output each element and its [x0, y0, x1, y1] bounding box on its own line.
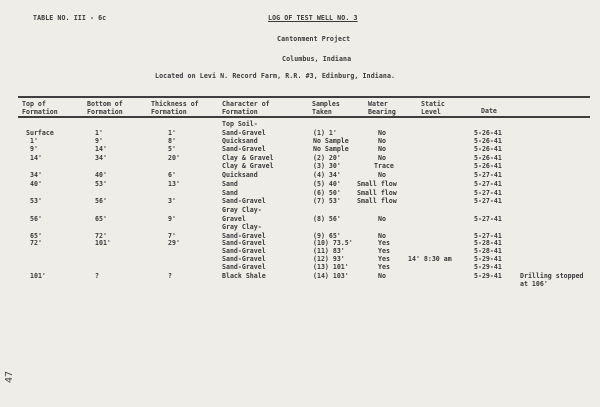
table-row [0, 207, 600, 215]
cell-samples: (1) 1' [313, 129, 337, 137]
table-row [0, 273, 600, 281]
cell-samples: (5) 40' [313, 180, 341, 188]
project-name: Cantonment Project [277, 35, 351, 43]
city-name: Columbus, Indiana [282, 55, 352, 63]
table-row [0, 240, 600, 248]
cell-samples: (14) 103' [313, 272, 349, 280]
cell-water: No [378, 171, 386, 179]
col-header-thickness: Thickness of Formation [151, 100, 199, 116]
cell-top: 14' [30, 154, 42, 162]
cell-top: 34' [30, 171, 42, 179]
cell-bottom: 65' [95, 215, 107, 223]
cell-thickness: 20' [168, 154, 180, 162]
cell-date: 5-28-41 [474, 239, 502, 247]
cell-static: 14' 8:30 am [408, 255, 452, 263]
cell-character: Sand-Gravel [222, 197, 266, 205]
cell-bottom: 72' [95, 232, 107, 240]
cell-water: No [378, 145, 386, 153]
table-row [0, 130, 600, 138]
cell-character: Sand-Gravel [222, 129, 266, 137]
table-row [0, 248, 600, 256]
cell-top: 9' [30, 145, 38, 153]
cell-date: 5-27-41 [474, 197, 502, 205]
cell-thickness: 9' [168, 215, 176, 223]
cell-date: 5-26-41 [474, 154, 502, 162]
table-row [0, 121, 600, 129]
cell-samples: (12) 93' [313, 255, 345, 263]
cell-character: Sand-Gravel [222, 255, 266, 263]
cell-thickness: 7' [168, 232, 176, 240]
cell-character: Sand [222, 180, 238, 188]
cell-bottom: 9' [95, 137, 103, 145]
cell-top: 65' [30, 232, 42, 240]
cell-date: 5-27-41 [474, 215, 502, 223]
cell-water: No [378, 154, 386, 162]
cell-date: 5-29-41 [474, 263, 502, 271]
col-header-static: Static Level [421, 100, 445, 116]
col-header-date: Date [481, 107, 497, 115]
cell-date: 5-26-41 [474, 145, 502, 153]
cell-date: 5-27-41 [474, 232, 502, 240]
cell-character: Gray Clay- [222, 206, 262, 214]
table-row [0, 163, 600, 171]
cell-thickness: 8' [168, 137, 176, 145]
cell-water: No [378, 215, 386, 223]
cell-date: 5-28-41 [474, 247, 502, 255]
col-header-bottom: Bottom of Formation [87, 100, 123, 116]
table-row [0, 264, 600, 272]
cell-date: 5-27-41 [474, 189, 502, 197]
location-line: Located on Levi N. Record Farm, R.R. #3, Edinburg, Indiana. [155, 72, 396, 80]
table-row [0, 216, 600, 224]
cell-water: Small flow [357, 189, 397, 197]
cell-samples: (6) 50' [313, 189, 341, 197]
table-row [0, 224, 600, 232]
cell-date: 5-26-41 [474, 129, 502, 137]
cell-character: Sand-Gravel [222, 145, 266, 153]
cell-date: 5-29-41 [474, 255, 502, 263]
cell-bottom: 56' [95, 197, 107, 205]
cell-top: Surface [26, 129, 54, 137]
cell-samples: No Sample [313, 137, 349, 145]
document-title: LOG OF TEST WELL NO. 3 [268, 14, 358, 22]
cell-top: 40' [30, 180, 42, 188]
cell-bottom: 14' [95, 145, 107, 153]
cell-water: Yes [378, 239, 390, 247]
cell-thickness: 5' [168, 145, 176, 153]
cell-water: Yes [378, 247, 390, 255]
cell-character: Quicksand [222, 137, 258, 145]
table-row [0, 181, 600, 189]
cell-water: Small flow [357, 197, 397, 205]
cell-water: No [378, 137, 386, 145]
cell-samples: No Sample [313, 145, 349, 153]
cell-water: Yes [378, 263, 390, 271]
cell-thickness: 6' [168, 171, 176, 179]
cell-water: Trace [374, 162, 394, 170]
cell-top: 1' [30, 137, 38, 145]
cell-character: Sand-Gravel [222, 263, 266, 271]
table-row [0, 172, 600, 180]
cell-character: Black Shale [222, 272, 266, 280]
cell-samples: (3) 30' [313, 162, 341, 170]
col-header-top: Top of Formation [22, 100, 58, 116]
cell-samples: (7) 53' [313, 197, 341, 205]
cell-character: Clay & Gravel [222, 162, 274, 170]
cell-water: Small flow [357, 180, 397, 188]
table-row [0, 155, 600, 163]
cell-thickness: 1' [168, 129, 176, 137]
cell-water: No [378, 232, 386, 240]
table-row [0, 190, 600, 198]
table-row [0, 146, 600, 154]
cell-top: 53' [30, 197, 42, 205]
cell-character: Top Soil- [222, 120, 258, 128]
cell-character: Clay & Gravel [222, 154, 274, 162]
cell-samples: (4) 34' [313, 171, 341, 179]
cell-bottom: ? [95, 272, 99, 280]
cell-date: 5-26-41 [474, 137, 502, 145]
cell-bottom: 53' [95, 180, 107, 188]
table-row [0, 198, 600, 206]
margin-page-mark: 47 [4, 370, 15, 383]
cell-thickness: 3' [168, 197, 176, 205]
cell-top: 72' [30, 239, 42, 247]
cell-samples: (13) 101' [313, 263, 349, 271]
cell-date: 5-26-41 [474, 162, 502, 170]
cell-date: 5-27-41 [474, 180, 502, 188]
table-number: TABLE NO. III - 6c [33, 14, 107, 22]
table-row [0, 138, 600, 146]
cell-water: No [378, 272, 386, 280]
col-header-character: Character of Formation [222, 100, 270, 116]
cell-bottom: 40' [95, 171, 107, 179]
cell-samples: (9) 65' [313, 232, 341, 240]
cell-samples: (8) 56' [313, 215, 341, 223]
cell-character: Gray Clay- [222, 223, 262, 231]
cell-bottom: 34' [95, 154, 107, 162]
cell-character: Sand-Gravel [222, 232, 266, 240]
cell-date: 5-27-41 [474, 171, 502, 179]
cell-thickness: 13' [168, 180, 180, 188]
cell-top: 101' [30, 272, 46, 280]
cell-samples: (11) 83' [313, 247, 345, 255]
cell-samples: (2) 20' [313, 154, 341, 162]
table-row [0, 256, 600, 264]
cell-note: Drilling stopped [520, 272, 584, 280]
cell-character: Sand [222, 189, 238, 197]
cell-character: Quicksand [222, 171, 258, 179]
cell-character: Gravel [222, 215, 246, 223]
col-header-water: Water Bearing [368, 100, 396, 116]
cell-date: 5-29-41 [474, 272, 502, 280]
cell-character: Sand-Gravel [222, 239, 266, 247]
cell-character: Sand-Gravel [222, 247, 266, 255]
cell-samples: (10) 73.5' [313, 239, 353, 247]
cell-bottom: 1' [95, 129, 103, 137]
col-header-samples: Samples Taken [312, 100, 340, 116]
table-top-rule [18, 96, 590, 98]
cell-water: Yes [378, 255, 390, 263]
cell-note: at 106' [520, 280, 548, 288]
cell-top: 56' [30, 215, 42, 223]
cell-thickness: 29' [168, 239, 180, 247]
cell-water: No [378, 129, 386, 137]
cell-thickness: ? [168, 272, 172, 280]
table-row [0, 281, 600, 289]
cell-bottom: 101' [95, 239, 111, 247]
header-bottom-rule [18, 116, 590, 118]
